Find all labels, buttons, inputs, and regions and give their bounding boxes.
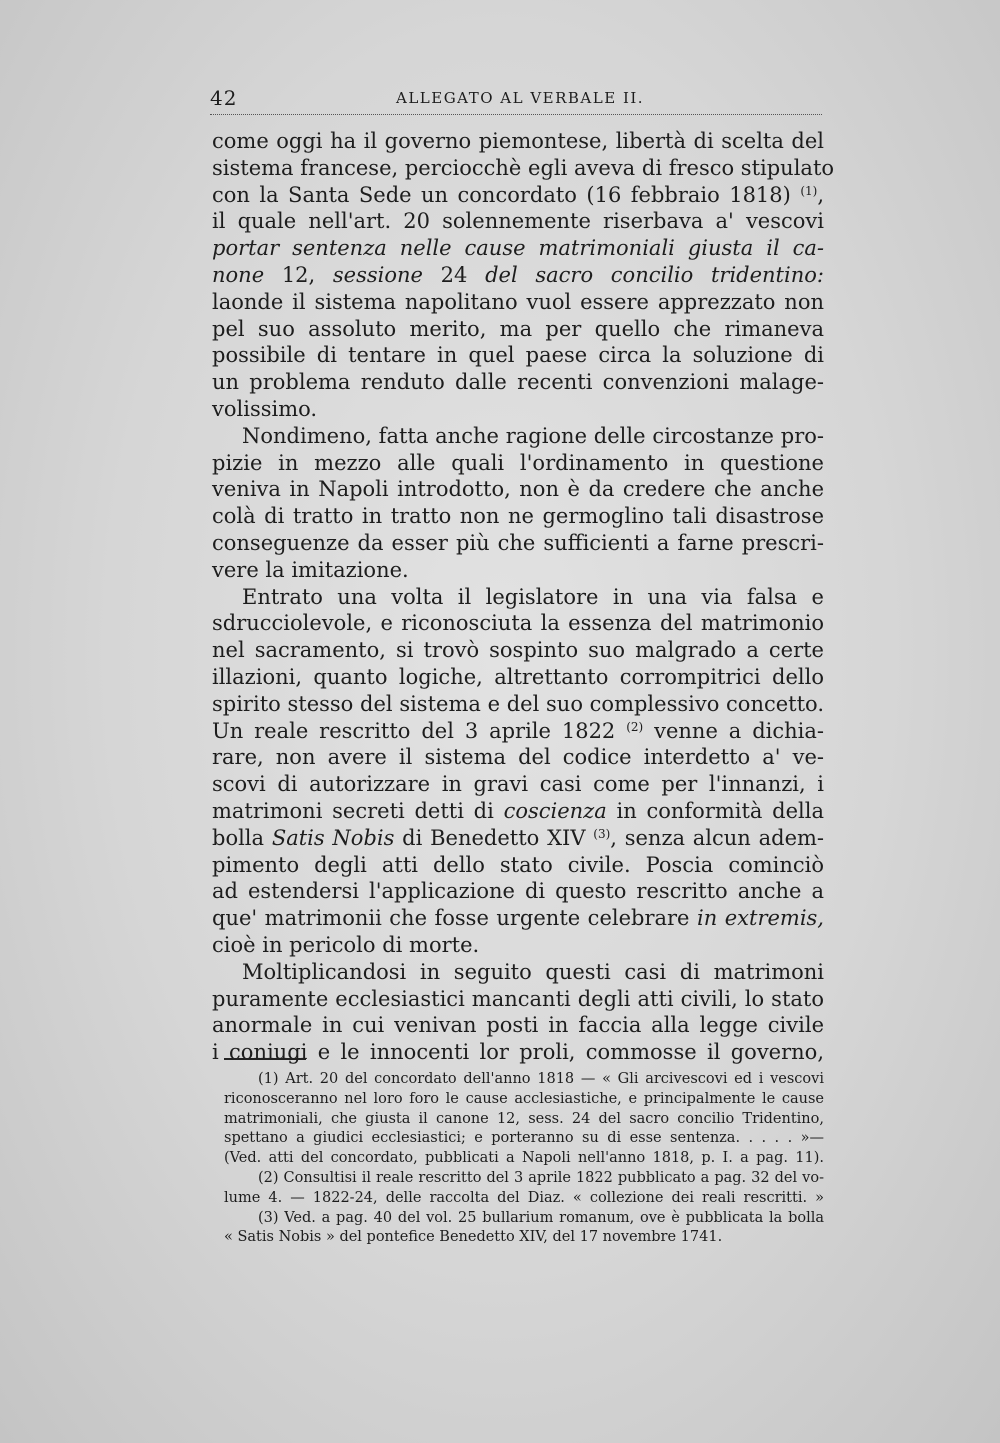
text-line: il quale nell'art. 20 solennemente riserbava a' vescovi (212, 209, 824, 234)
text-line: rare, non avere il sistema del codice interdetto a' ve- (212, 745, 824, 770)
footnote-line: spettano a giudici ecclesiastici; e porteranno su di esse sentenza. . . . . »— (224, 1130, 824, 1147)
text-span: , (817, 182, 824, 207)
header-rule (210, 114, 822, 115)
text-line: Entrato una volta il legislatore in una via falsa e (242, 584, 824, 609)
text-line: sdrucciolevole, e riconosciuta la essenza del matrimonio (212, 611, 824, 636)
text-span: 24 (440, 262, 468, 287)
text-line (212, 825, 824, 852)
text-line: laonde il sistema napolitano vuol essere apprezzato non (212, 289, 824, 314)
text-line: come oggi ha il governo piemontese, libertà di scelta del (212, 129, 824, 153)
page-number: 42 (210, 86, 238, 110)
text-line: colà di tratto in tratto non ne germoglino tali disastrose (212, 504, 824, 529)
text-line: ad estendersi l'applicazione di questo rescritto anche a (212, 879, 824, 904)
text-line: volissimo. (212, 396, 318, 421)
text-line (212, 182, 824, 209)
text-line (212, 798, 824, 825)
footnote-rule (224, 1058, 306, 1060)
text-line: vere la imitazione. (212, 557, 409, 582)
footnote-line: riconosceranno nel loro foro le cause acclesiastiche, e principalmente le cause (224, 1090, 824, 1107)
text-span: 12, (281, 262, 316, 287)
text-line: Moltiplicandosi in seguito questi casi di matrimoni (242, 959, 824, 984)
footnote-ref: (1) (800, 183, 818, 198)
text-line: cioè in pericolo di morte. (212, 932, 480, 957)
italic-span: portar sentenza nelle cause matrimoniali giusta il ca- (212, 236, 824, 261)
text-line: pel suo assoluto merito, ma per quello che rimaneva (212, 316, 824, 341)
footnotes (224, 1070, 824, 1248)
text-line: possibile di tentare in quel paese circa la soluzione di (212, 343, 824, 368)
text-line: Nondimeno, fatta anche ragione delle circostanze pro- (242, 423, 824, 448)
text-line: un problema renduto dalle recenti convenzioni malage- (212, 370, 824, 395)
italic-span: Satis Nobis (271, 825, 395, 850)
running-title: ALLEGATO AL VERBALE II. (396, 89, 645, 107)
text-span: con la Santa Sede un concordato (16 febbraio 1818) (212, 182, 791, 207)
text-line: pimento degli atti dello stato civile. Poscia cominciò (212, 852, 824, 877)
text-line: scovi di autorizzare in gravi casi come per l'innanzi, i (212, 772, 824, 797)
running-head (210, 86, 822, 110)
text-line (212, 905, 824, 932)
footnote-line: lume 4. — 1822-24, delle raccolta del Diaz. « collezione dei reali rescritti. » (224, 1189, 824, 1206)
text-span: Un reale rescritto del 3 aprile 1822 (212, 718, 616, 743)
text-line: sistema francese, perciocchè egli aveva di fresco stipulato (212, 155, 835, 180)
text-span: venne a dichia- (654, 718, 824, 743)
footnote-line: « Satis Nobis » del pontefice Benedetto XIV, del 17 novembre 1741. (224, 1229, 723, 1246)
footnote-ref: (2) (626, 719, 644, 734)
text-line: anormale in cui venivan posti in faccia alla legge civile (212, 1013, 824, 1038)
text-line: puramente ecclesiastici mancanti degli atti civili, lo stato (212, 986, 824, 1011)
body-text (212, 128, 835, 1066)
footnote-line: (3) Ved. a pag. 40 del vol. 25 bullarium romanum, ove è pubblicata la bolla (258, 1209, 824, 1226)
text-span: in conformità della (616, 798, 824, 823)
text-line: conseguenze da esser più che sufficienti a farne prescri- (212, 530, 824, 555)
italic-span: none (212, 262, 265, 287)
text-line: illazioni, quanto logiche, altrettanto corrompitrici dello (212, 664, 824, 689)
text-line: spirito stesso del sistema e del suo complessivo concetto. (212, 691, 824, 716)
text-line (212, 262, 824, 289)
text-line (212, 718, 824, 745)
footnote-line: (1) Art. 20 del concordato dell'anno 1818 — « Gli arcivescovi ed i vescovi (258, 1071, 824, 1087)
text-line: veniva in Napoli introdotto, non è da credere che anche (212, 477, 824, 502)
text-line: nel sacramento, si trovò sospinto suo malgrado a certe (212, 638, 824, 663)
footnote-line: (2) Consultisi il reale rescritto del 3 aprile 1822 pubblicato a pag. 32 del vo- (258, 1169, 824, 1186)
footnote-line: (Ved. atti del concordato, pubblicati a Napoli nell'anno 1818, p. I. a pag. 11). (224, 1150, 824, 1167)
text-span: di Benedetto XIV (402, 825, 586, 850)
text-span: matrimoni secreti detti di (212, 798, 494, 823)
italic-span: sessione (332, 262, 423, 287)
italic-span: in extremis, (697, 906, 824, 931)
text-line: pizie in mezzo alle quali l'ordinamento in questione (212, 450, 824, 475)
text-span: , senza alcun adem- (610, 825, 825, 850)
italic-span: del sacro concilio tridentino: (485, 262, 824, 287)
footnote-ref: (3) (593, 826, 611, 841)
text-span: que' matrimonii che fosse urgente celebrare (212, 906, 690, 931)
text-span: bolla (212, 825, 265, 850)
footnote-line: matrimoniali, che giusta il canone 12, sess. 24 del sacro concilio Tridentino, (224, 1110, 824, 1127)
text-line: i coniugi e le innocenti lor proli, commosse il governo, (212, 1040, 824, 1065)
text-line (212, 235, 824, 262)
italic-span: coscienza (503, 798, 607, 823)
